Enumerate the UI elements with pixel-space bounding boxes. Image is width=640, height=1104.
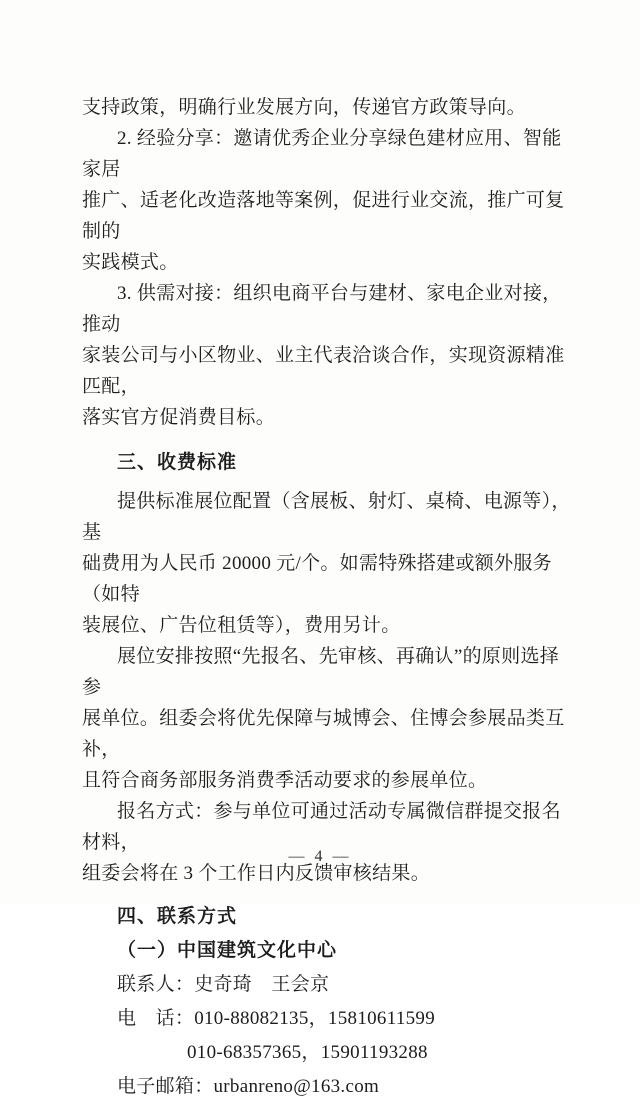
document-line: 报名方式：参与单位可通过活动专属微信群提交报名材料， <box>82 801 561 853</box>
section-heading: 三、收费标准 <box>117 452 238 473</box>
page-number: — 4 — <box>288 848 352 865</box>
document-line: 组委会将在 3 个工作日内反馈审核结果。 <box>82 863 431 884</box>
document-line: 家装公司与小区物业、业主代表洽谈合作，实现资源精准匹配， <box>82 345 565 397</box>
document-line: 3. 供需对接：组织电商平台与建材、家电企业对接，推动 <box>82 283 562 335</box>
document-line: 展位安排按照“先报名、先审核、再确认”的原则选择参 <box>82 646 560 698</box>
document-line: 电子邮箱：urbanreno@163.com <box>117 1076 380 1097</box>
document-line: 2. 经验分享：邀请优秀企业分享绿色建材应用、智能家居 <box>82 128 562 180</box>
document-line: 提供标准展位配置（含展板、射灯、桌椅、电源等），基 <box>82 491 571 543</box>
document-line: 落实官方促消费目标。 <box>82 407 276 428</box>
document-line: 础费用为人民币 20000 元/个。如需特殊搭建或额外服务（如特 <box>82 553 552 605</box>
document-line: 010-68357365，15901193288 <box>187 1042 428 1063</box>
section-heading: 四、联系方式 <box>117 906 238 927</box>
document-line: 且符合商务部服务消费季活动要求的参展单位。 <box>82 770 488 791</box>
document-line: 推广、适老化改造落地等案例，促进行业交流，推广可复制的 <box>82 190 565 242</box>
document-line: 电 话：010-88082135，15810611599 <box>117 1008 436 1029</box>
document-line: 装展位、广告位租赁等），费用另计。 <box>82 615 401 636</box>
document-line: 支持政策，明确行业发展方向，传递官方政策导向。 <box>82 97 526 118</box>
document-line: 实践模式。 <box>82 252 179 273</box>
sub-section-heading: （一）中国建筑文化中心 <box>117 940 338 961</box>
document-line: 联系人：史奇琦 王会京 <box>117 974 330 995</box>
document-body <box>82 92 576 1104</box>
document-line: 展单位。组委会将优先保障与城博会、住博会参展品类互补， <box>82 708 565 760</box>
